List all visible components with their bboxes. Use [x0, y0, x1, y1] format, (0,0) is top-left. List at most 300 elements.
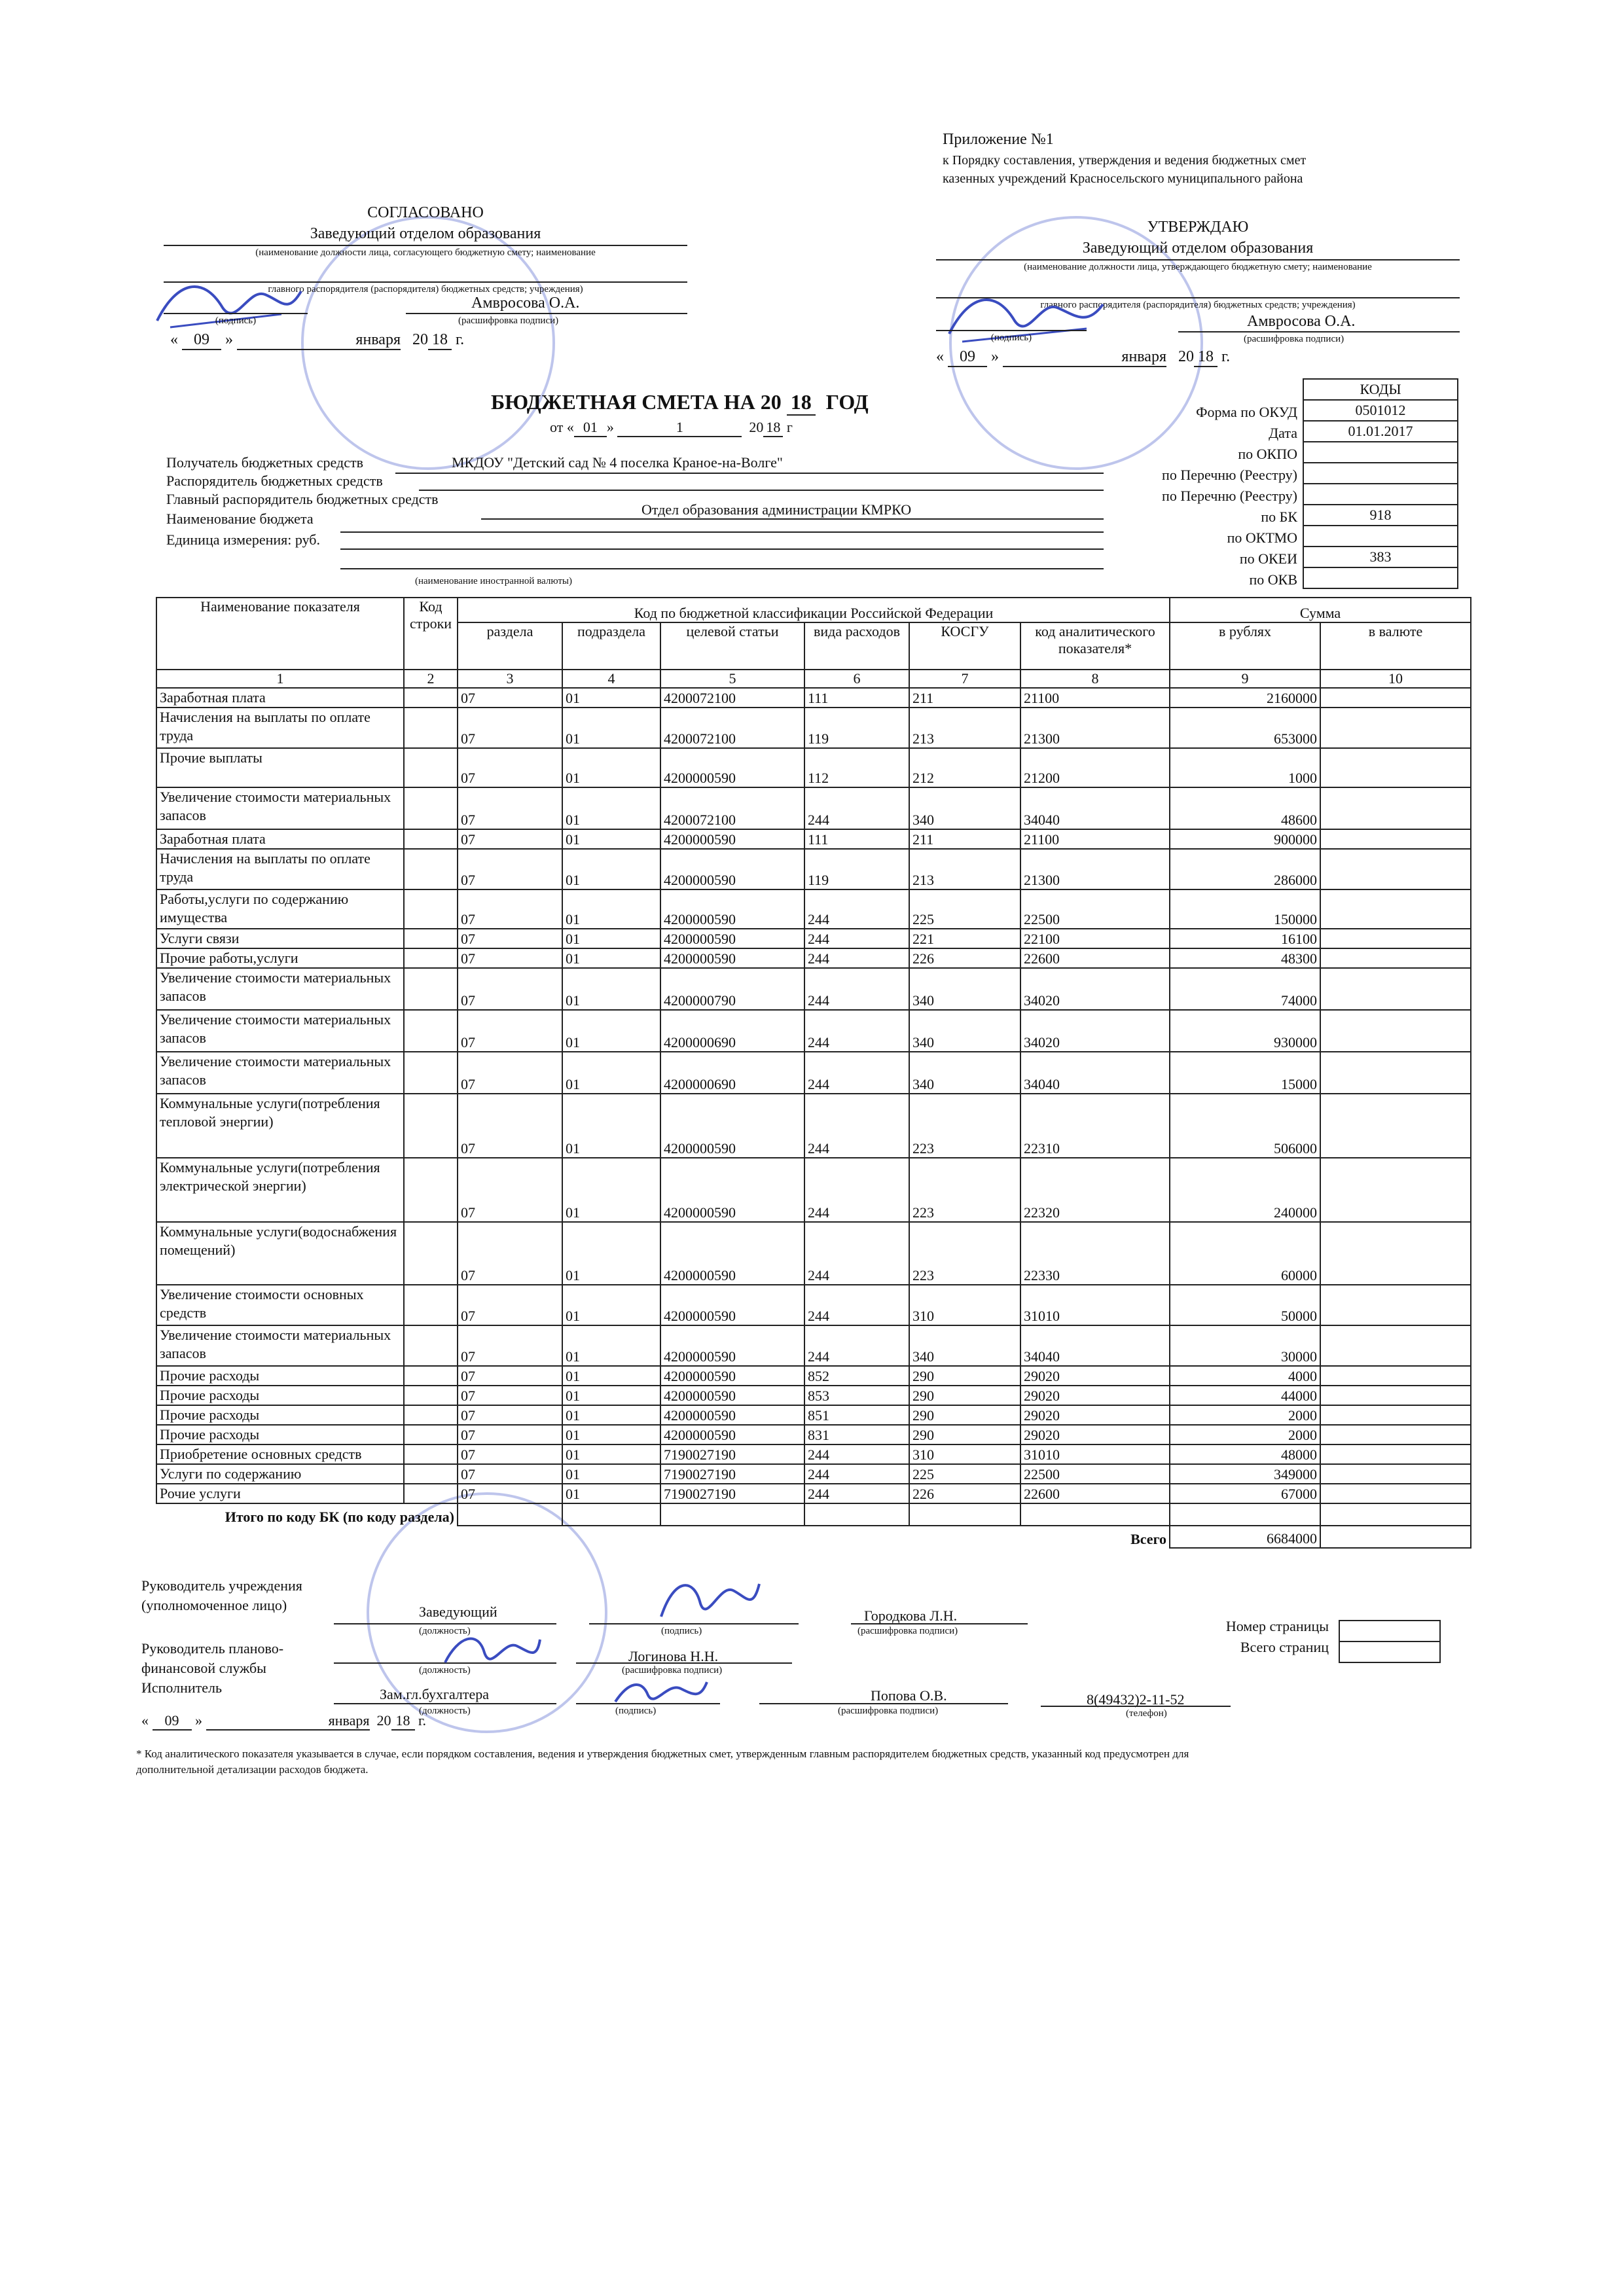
row-expense: 244 — [804, 1464, 909, 1484]
row-sum-rub: 2160000 — [1170, 688, 1320, 708]
row-expense: 111 — [804, 688, 909, 708]
codes-table — [1303, 378, 1458, 589]
subtotal-label: Итого по коду БК (по коду раздела) — [225, 1509, 454, 1525]
fin-label1: Руководитель планово- — [141, 1640, 284, 1657]
agreed-title: СОГЛАСОВАНО — [367, 204, 484, 221]
h-podrazdel: подраздела — [562, 622, 660, 670]
row-code — [404, 1405, 458, 1425]
chief-line — [481, 518, 1104, 520]
row-sum-rub: 1000 — [1170, 748, 1320, 787]
budget-line — [340, 531, 1104, 533]
row-expense: 244 — [804, 1052, 909, 1094]
row-target: 4200000590 — [660, 1386, 804, 1405]
row-expense: 112 — [804, 748, 909, 787]
h-razdel: раздела — [458, 622, 562, 670]
row-sum-rub: 30000 — [1170, 1325, 1320, 1366]
exec-phone-line — [1041, 1706, 1231, 1707]
h-sum: Сумма — [1170, 598, 1471, 622]
row-kosgu: 213 — [909, 708, 1020, 748]
col-num-10: 10 — [1320, 670, 1471, 688]
table-row — [156, 748, 1471, 787]
fin-name-line — [576, 1662, 792, 1664]
row-kosgu: 226 — [909, 948, 1020, 968]
row-sum-rub: 50000 — [1170, 1285, 1320, 1325]
page-num-label: Номер страницы — [1225, 1618, 1329, 1634]
row-code — [404, 929, 458, 948]
row-kosgu: 212 — [909, 748, 1020, 787]
row-sum-cur — [1320, 889, 1471, 929]
code-okv — [1303, 567, 1458, 588]
row-kosgu: 290 — [909, 1405, 1020, 1425]
row-podrazdel: 01 — [562, 1425, 660, 1444]
footnote — [136, 1746, 1471, 1778]
row-expense: 244 — [804, 787, 909, 829]
row-kosgu: 211 — [909, 829, 1020, 849]
row-razdel: 07 — [458, 1158, 562, 1222]
row-podrazdel: 01 — [562, 968, 660, 1010]
row-sum-cur — [1320, 829, 1471, 849]
row-analytic: 22600 — [1020, 948, 1170, 968]
row-name: Прочие расходы — [156, 1425, 404, 1444]
head-name: Городкова Л.Н. — [864, 1607, 958, 1624]
row-analytic: 21200 — [1020, 748, 1170, 787]
agreed-sign-line — [164, 313, 308, 314]
row-razdel: 07 — [458, 1285, 562, 1325]
code-oktmo — [1303, 526, 1458, 547]
row-sum-rub: 15000 — [1170, 1052, 1320, 1094]
manager-label: Распорядитель бюджетных средств — [166, 473, 383, 489]
row-razdel: 07 — [458, 1444, 562, 1464]
row-razdel: 07 — [458, 849, 562, 889]
row-analytic: 22100 — [1020, 929, 1170, 948]
exec-label: Исполнитель — [141, 1679, 223, 1696]
total-cur — [1320, 1526, 1471, 1548]
row-analytic: 22600 — [1020, 1484, 1170, 1503]
row-kosgu: 340 — [909, 1325, 1020, 1366]
row-expense: 244 — [804, 1010, 909, 1052]
approved-line1 — [936, 259, 1460, 260]
head-signature — [648, 1571, 766, 1630]
row-sum-rub: 653000 — [1170, 708, 1320, 748]
row-target: 4200000590 — [660, 1366, 804, 1386]
row-expense: 851 — [804, 1405, 909, 1425]
code-label-bk: по БК — [1261, 509, 1297, 525]
approved-hint2: главного распорядителя (распорядителя) бюджетных средств; учреждения) — [1040, 300, 1356, 310]
code-label-registry2: по Перечню (Реестру) — [1162, 488, 1297, 504]
row-name: Услуги связи — [156, 929, 404, 948]
row-podrazdel: 01 — [562, 708, 660, 748]
h-code: Код строки — [404, 598, 458, 670]
row-analytic: 29020 — [1020, 1405, 1170, 1425]
row-sum-cur — [1320, 748, 1471, 787]
budget-label: Наименование бюджета — [166, 511, 314, 527]
row-analytic: 22500 — [1020, 1464, 1170, 1484]
exec-sign-line — [576, 1703, 720, 1704]
unit-line — [340, 548, 1104, 550]
doc-date: от « 01 » 1 20 18 г — [550, 419, 793, 437]
row-target: 4200000590 — [660, 1222, 804, 1285]
row-name: Увеличение стоимости материальных запасов — [156, 968, 404, 1010]
row-kosgu: 223 — [909, 1158, 1020, 1222]
table-row — [156, 1222, 1471, 1285]
row-sum-cur — [1320, 688, 1471, 708]
row-expense: 244 — [804, 1484, 909, 1503]
row-razdel: 07 — [458, 1386, 562, 1405]
row-name: Увеличение стоимости материальных запасов — [156, 1010, 404, 1052]
table-row — [156, 1444, 1471, 1464]
row-sum-cur — [1320, 968, 1471, 1010]
table-row — [156, 889, 1471, 929]
row-name: Коммунальные услуги(потребления тепловой энергии) — [156, 1094, 404, 1158]
approved-date: « 09 » января 20 18 г. — [936, 348, 1230, 367]
row-target: 4200000590 — [660, 849, 804, 889]
agreed-hint1: (наименование должности лица, согласующего бюджетную смету; наименование — [255, 247, 596, 258]
row-sum-cur — [1320, 849, 1471, 889]
row-name: Заработная плата — [156, 829, 404, 849]
row-target: 4200000590 — [660, 948, 804, 968]
agreed-name: Амвросова О.А. — [471, 295, 580, 312]
row-expense: 244 — [804, 1285, 909, 1325]
row-code — [404, 1425, 458, 1444]
head-sign-hint: (подпись) — [661, 1626, 702, 1636]
row-code — [404, 1484, 458, 1503]
col-num-5: 5 — [660, 670, 804, 688]
row-kosgu: 225 — [909, 1464, 1020, 1484]
exec-phone-hint: (телефон) — [1126, 1708, 1167, 1719]
row-analytic: 21300 — [1020, 708, 1170, 748]
row-code — [404, 1366, 458, 1386]
row-name: Рочие услуги — [156, 1484, 404, 1503]
row-sum-rub: 48000 — [1170, 1444, 1320, 1464]
codes-labels — [1047, 402, 1297, 590]
row-name: Заработная плата — [156, 688, 404, 708]
row-target: 7190027190 — [660, 1444, 804, 1464]
row-expense: 111 — [804, 829, 909, 849]
h-name: Наименование показателя — [156, 598, 404, 670]
row-sum-rub: 74000 — [1170, 968, 1320, 1010]
row-expense: 852 — [804, 1366, 909, 1386]
table-row — [156, 688, 1471, 708]
row-kosgu: 310 — [909, 1285, 1020, 1325]
row-sum-rub: 2000 — [1170, 1425, 1320, 1444]
row-target: 4200000590 — [660, 929, 804, 948]
row-analytic: 31010 — [1020, 1285, 1170, 1325]
row-expense: 119 — [804, 708, 909, 748]
row-target: 4200000790 — [660, 968, 804, 1010]
row-sum-cur — [1320, 1425, 1471, 1444]
col-num-1: 1 — [156, 670, 404, 688]
code-bk: 918 — [1303, 505, 1458, 526]
row-analytic: 29020 — [1020, 1425, 1170, 1444]
code-label-registry1: по Перечню (Реестру) — [1162, 467, 1297, 483]
currency-line — [340, 568, 1104, 569]
row-sum-rub: 150000 — [1170, 889, 1320, 929]
row-sum-cur — [1320, 1366, 1471, 1386]
row-name: Начисления на выплаты по оплате труда — [156, 849, 404, 889]
row-name: Прочие расходы — [156, 1366, 404, 1386]
row-expense: 244 — [804, 889, 909, 929]
col-num-2: 2 — [404, 670, 458, 688]
head-sign-line — [589, 1623, 799, 1624]
code-label-okpo: по ОКПО — [1238, 446, 1297, 462]
row-sum-cur — [1320, 1444, 1471, 1464]
row-analytic: 22500 — [1020, 889, 1170, 929]
row-kosgu: 223 — [909, 1094, 1020, 1158]
appendix-line2: казенных учреждений Красносельского муниципального района — [943, 171, 1303, 186]
table-row — [156, 1464, 1471, 1484]
row-target: 4200000590 — [660, 1425, 804, 1444]
row-target: 4200000590 — [660, 829, 804, 849]
code-registry2 — [1303, 484, 1458, 505]
row-sum-cur — [1320, 1222, 1471, 1285]
row-target: 4200000590 — [660, 1405, 804, 1425]
col-num-8: 8 — [1020, 670, 1170, 688]
row-code — [404, 1052, 458, 1094]
row-podrazdel: 01 — [562, 748, 660, 787]
row-name: Начисления на выплаты по оплате труда — [156, 708, 404, 748]
head-label2: (уполномоченное лицо) — [141, 1597, 287, 1613]
footnote-line1: * Код аналитического показателя указывается в случае, если порядком составления, ведения и утверждения бюджетных смет, утвержденным главным распорядителем бюджетных средств, указанный код предусмотрен для — [136, 1748, 1189, 1760]
exec-phone: 8(49432)2-11-52 — [1087, 1691, 1185, 1708]
row-code — [404, 688, 458, 708]
row-razdel: 07 — [458, 1366, 562, 1386]
row-analytic: 29020 — [1020, 1366, 1170, 1386]
chief-value: Отдел образования администрации КМРКО — [641, 501, 912, 518]
code-registry1 — [1303, 463, 1458, 484]
row-podrazdel: 01 — [562, 1484, 660, 1503]
row-razdel: 07 — [458, 1425, 562, 1444]
row-target: 4200072100 — [660, 708, 804, 748]
code-okpo — [1303, 442, 1458, 463]
head-name-line — [851, 1623, 1028, 1624]
row-podrazdel: 01 — [562, 1325, 660, 1366]
budget-table — [156, 597, 1471, 1549]
table-row — [156, 787, 1471, 829]
row-code — [404, 968, 458, 1010]
row-sum-rub: 44000 — [1170, 1386, 1320, 1405]
row-sum-rub: 4000 — [1170, 1366, 1320, 1386]
row-podrazdel: 01 — [562, 1444, 660, 1464]
table-row — [156, 1425, 1471, 1444]
row-kosgu: 340 — [909, 968, 1020, 1010]
row-kosgu: 221 — [909, 929, 1020, 948]
approved-position: Заведующий отделом образования — [1082, 240, 1314, 257]
row-analytic: 34040 — [1020, 1325, 1170, 1366]
row-analytic: 34020 — [1020, 1010, 1170, 1052]
table-row — [156, 1405, 1471, 1425]
row-code — [404, 787, 458, 829]
row-razdel: 07 — [458, 948, 562, 968]
row-podrazdel: 01 — [562, 1010, 660, 1052]
pages-box — [1339, 1620, 1441, 1663]
row-name: Коммунальные услуги(водоснабжения помещений) — [156, 1222, 404, 1285]
row-sum-cur — [1320, 787, 1471, 829]
approved-title: УТВЕРЖДАЮ — [1147, 219, 1249, 236]
row-target: 4200072100 — [660, 787, 804, 829]
exec-sign-hint: (подпись) — [615, 1706, 657, 1716]
approved-name: Амвросова О.А. — [1247, 313, 1356, 330]
table-row — [156, 1325, 1471, 1366]
row-name: Коммунальные услуги(потребления электрической энергии) — [156, 1158, 404, 1222]
row-podrazdel: 01 — [562, 1222, 660, 1285]
row-expense: 244 — [804, 1325, 909, 1366]
row-razdel: 07 — [458, 708, 562, 748]
fin-position-hint: (должность) — [419, 1665, 471, 1676]
row-kosgu: 290 — [909, 1386, 1020, 1405]
table-row — [156, 1285, 1471, 1325]
row-code — [404, 1325, 458, 1366]
recipient-label: Получатель бюджетных средств — [166, 454, 363, 471]
h-analytic: код аналитического показателя* — [1020, 622, 1170, 670]
row-analytic: 34040 — [1020, 787, 1170, 829]
row-code — [404, 829, 458, 849]
approved-hint1: (наименование должности лица, утверждающего бюджетную смету; наименование — [1024, 262, 1372, 272]
table-row — [156, 1052, 1471, 1094]
row-kosgu: 310 — [909, 1444, 1020, 1464]
fin-label2: финансовой службы — [141, 1660, 266, 1676]
table-row — [156, 849, 1471, 889]
row-podrazdel: 01 — [562, 1052, 660, 1094]
row-target: 4200072100 — [660, 688, 804, 708]
row-kosgu: 340 — [909, 1010, 1020, 1052]
row-analytic: 22320 — [1020, 1158, 1170, 1222]
row-podrazdel: 01 — [562, 688, 660, 708]
row-code — [404, 708, 458, 748]
row-expense: 244 — [804, 1444, 909, 1464]
row-name: Увеличение стоимости основных средств — [156, 1285, 404, 1325]
total-label: Всего — [1130, 1531, 1167, 1547]
row-razdel: 07 — [458, 1222, 562, 1285]
agreed-signature — [151, 268, 308, 340]
row-target: 4200000590 — [660, 1158, 804, 1222]
exec-position-hint: (должность) — [419, 1706, 471, 1716]
row-target: 4200000590 — [660, 1285, 804, 1325]
row-sum-cur — [1320, 708, 1471, 748]
page-num-value — [1339, 1621, 1440, 1641]
table-row — [156, 829, 1471, 849]
row-sum-cur — [1320, 1052, 1471, 1094]
row-razdel: 07 — [458, 1094, 562, 1158]
exec-position: Зам.гл.бухгалтера — [380, 1686, 490, 1702]
code-date: 01.01.2017 — [1303, 421, 1458, 442]
approved-name-line — [1178, 331, 1460, 332]
head-name-hint: (расшифровка подписи) — [857, 1626, 958, 1636]
h-expense: вида расходов — [804, 622, 909, 670]
h-rub: в рублях — [1170, 622, 1320, 670]
row-code — [404, 948, 458, 968]
pages-total-value — [1339, 1641, 1440, 1662]
row-razdel: 07 — [458, 929, 562, 948]
h-target: целевой статьи — [660, 622, 804, 670]
h-kosgu: КОСГУ — [909, 622, 1020, 670]
row-analytic: 22330 — [1020, 1222, 1170, 1285]
row-sum-cur — [1320, 1285, 1471, 1325]
fin-signature — [439, 1623, 543, 1682]
row-kosgu: 340 — [909, 787, 1020, 829]
agreed-sign-hint: (подпись) — [215, 315, 257, 326]
row-podrazdel: 01 — [562, 1094, 660, 1158]
row-analytic: 34020 — [1020, 968, 1170, 1010]
row-sum-cur — [1320, 948, 1471, 968]
row-name: Прочие выплаты — [156, 748, 404, 787]
table-row — [156, 1386, 1471, 1405]
row-target: 4200000590 — [660, 1094, 804, 1158]
code-okei: 383 — [1303, 547, 1458, 567]
code-label-okv: по ОКВ — [1249, 571, 1297, 588]
agreed-date: « 09 » января 20 18 г. — [170, 331, 464, 350]
head-position: Заведующий — [419, 1604, 497, 1620]
row-podrazdel: 01 — [562, 889, 660, 929]
footnote-line2: дополнительной детализации расходов бюджета. — [136, 1763, 369, 1776]
row-expense: 244 — [804, 929, 909, 948]
row-code — [404, 1285, 458, 1325]
row-podrazdel: 01 — [562, 1366, 660, 1386]
unit-label: Единица измерения: руб. — [166, 531, 320, 548]
table-row — [156, 1094, 1471, 1158]
row-sum-rub: 48600 — [1170, 787, 1320, 829]
row-sum-rub: 349000 — [1170, 1464, 1320, 1484]
row-razdel: 07 — [458, 1052, 562, 1094]
row-podrazdel: 01 — [562, 829, 660, 849]
row-analytic: 34040 — [1020, 1052, 1170, 1094]
h-cur: в валюте — [1320, 622, 1471, 670]
row-kosgu: 225 — [909, 889, 1020, 929]
row-name: Увеличение стоимости материальных запасов — [156, 1325, 404, 1366]
row-expense: 853 — [804, 1386, 909, 1405]
table-row — [156, 948, 1471, 968]
row-razdel: 07 — [458, 889, 562, 929]
total-value: 6684000 — [1170, 1526, 1320, 1548]
row-name: Приобретение основных средств — [156, 1444, 404, 1464]
agreed-hint2: главного распорядителя (распорядителя) бюджетных средств; учреждения) — [268, 284, 583, 295]
row-sum-rub: 2000 — [1170, 1405, 1320, 1425]
fin-name: Логинова Н.Н. — [628, 1648, 719, 1664]
row-kosgu: 211 — [909, 688, 1020, 708]
row-razdel: 07 — [458, 1484, 562, 1503]
exec-position-line — [334, 1703, 556, 1704]
code-label-okud: Форма по ОКУД — [1196, 404, 1297, 420]
row-name: Услуги по содержанию — [156, 1464, 404, 1484]
row-sum-rub: 60000 — [1170, 1222, 1320, 1285]
row-razdel: 07 — [458, 1405, 562, 1425]
row-code — [404, 1444, 458, 1464]
sign-date: « 09 » января 20 18 г. — [141, 1712, 426, 1731]
row-code — [404, 1222, 458, 1285]
row-podrazdel: 01 — [562, 1405, 660, 1425]
row-target: 7190027190 — [660, 1464, 804, 1484]
row-target: 7190027190 — [660, 1484, 804, 1503]
exec-name: Попова О.В. — [871, 1687, 947, 1704]
row-razdel: 07 — [458, 688, 562, 708]
row-code — [404, 849, 458, 889]
row-razdel: 07 — [458, 1325, 562, 1366]
row-sum-cur — [1320, 1325, 1471, 1366]
row-podrazdel: 01 — [562, 1386, 660, 1405]
row-razdel: 07 — [458, 1010, 562, 1052]
exec-name-line — [759, 1703, 1008, 1704]
row-sum-rub: 240000 — [1170, 1158, 1320, 1222]
code-label-okei: по ОКЕИ — [1239, 550, 1297, 567]
row-sum-rub: 67000 — [1170, 1484, 1320, 1503]
total-row — [156, 1526, 1471, 1548]
appendix-title: Приложение №1 — [943, 131, 1054, 148]
agreed-line1 — [164, 245, 687, 246]
row-name: Увеличение стоимости материальных запасов — [156, 787, 404, 829]
row-kosgu: 223 — [909, 1222, 1020, 1285]
row-code — [404, 1386, 458, 1405]
row-sum-cur — [1320, 1010, 1471, 1052]
row-name: Прочие работы,услуги — [156, 948, 404, 968]
